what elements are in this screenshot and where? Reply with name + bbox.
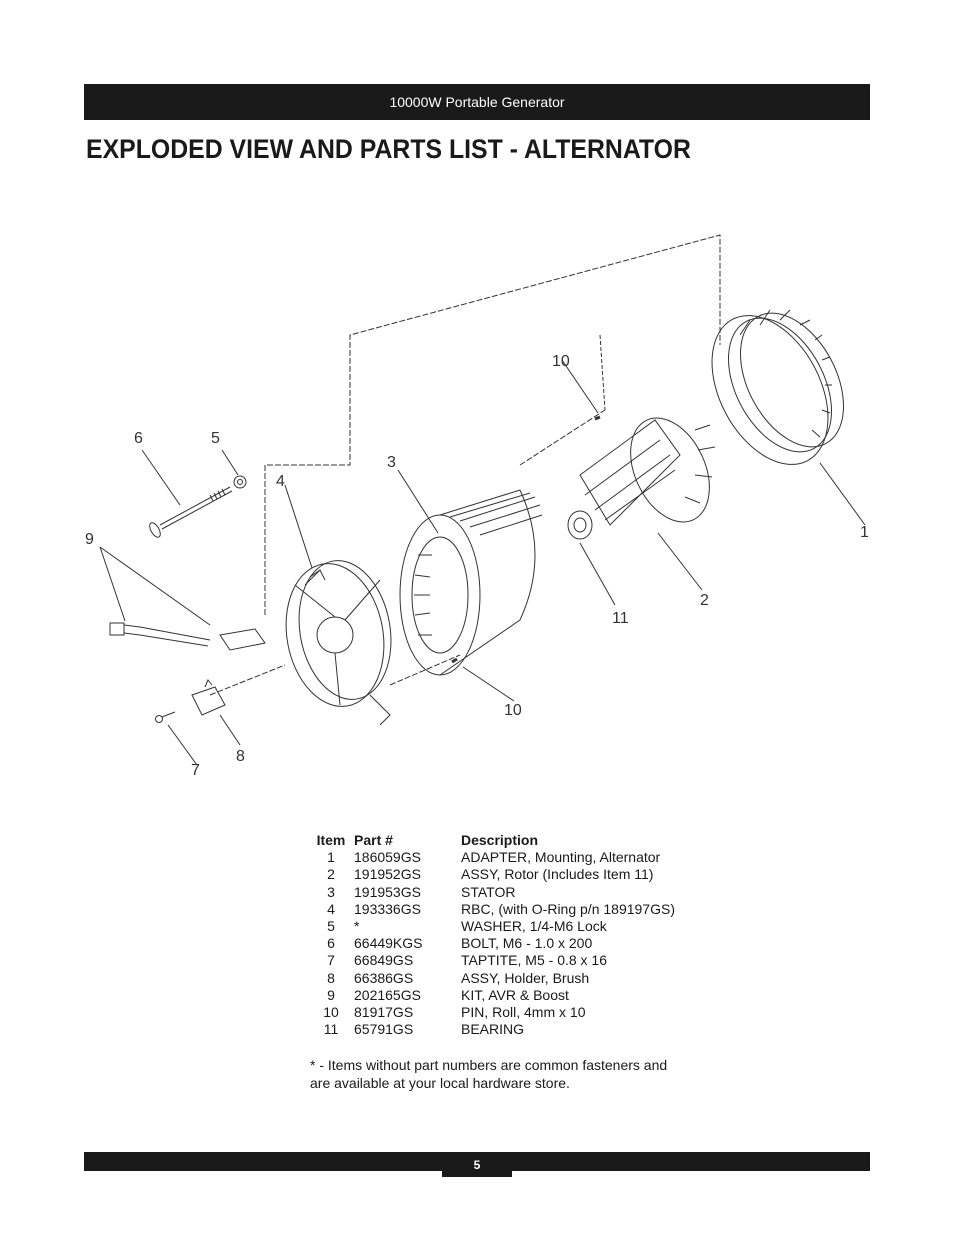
header-part: Part #: [354, 832, 393, 848]
callout-4: 4: [276, 473, 285, 490]
callout-7: 7: [191, 762, 200, 779]
fastener-note: * - Items without part numbers are common fasteners and are available at your local hardware store.: [310, 1057, 668, 1091]
description-cell: RBC, (with O-Ring p/n 189197GS): [461, 900, 675, 917]
item-cell: 7: [327, 952, 335, 969]
item-cell: 2: [327, 866, 335, 883]
header-bar: [84, 84, 870, 120]
callout-2: 2: [700, 592, 709, 609]
rotor-part: [568, 405, 725, 539]
callout-9: 9: [85, 531, 94, 548]
assembly-line: [265, 235, 720, 615]
table-row: [310, 866, 675, 883]
description-cell: ASSY, Rotor (Includes Item 11): [461, 866, 654, 883]
item-cell: 11: [323, 1021, 339, 1038]
callout-10a: 10: [552, 353, 570, 370]
avr-kit-part: [110, 623, 265, 650]
callout-11: 11: [612, 610, 629, 627]
header-description: Description: [461, 832, 539, 848]
item-cell: 10: [323, 1004, 339, 1021]
item-cell: 9: [327, 986, 335, 1003]
description-cell: STATOR: [461, 883, 516, 900]
part-cell: 191952GS: [354, 866, 421, 883]
table-row: [310, 970, 675, 987]
part-cell: *: [354, 918, 360, 935]
rbc-part: [275, 553, 401, 725]
table-row: [310, 884, 675, 901]
description-cell: BOLT, M6 - 1.0 x 200: [461, 935, 593, 952]
header-title: 10000W Portable Generator: [389, 94, 565, 110]
item-cell: 4: [327, 900, 335, 917]
description-cell: BEARING: [461, 1021, 525, 1038]
page-title: EXPLODED VIEW AND PARTS LIST - ALTERNATOR: [86, 134, 691, 164]
part-cell: 66449KGS: [354, 935, 423, 952]
callout-10b: 10: [504, 702, 522, 719]
stator-part: [400, 490, 542, 675]
page-number: 5: [442, 1152, 512, 1177]
adapter-part: [688, 296, 864, 484]
table-row: [310, 935, 675, 952]
item-cell: 5: [327, 918, 335, 935]
part-cell: 66386GS: [354, 969, 414, 986]
part-cell: 202165GS: [354, 986, 421, 1003]
description-cell: TAPTITE, M5 - 0.8 x 16: [461, 952, 608, 969]
callout-6: 6: [134, 430, 143, 447]
item-cell: 1: [327, 849, 335, 866]
callout-5: 5: [211, 430, 220, 447]
description-cell: ASSY, Holder, Brush: [461, 969, 590, 986]
roll-pin-upper: [595, 417, 600, 419]
table-row: [310, 1004, 675, 1021]
item-cell: 6: [327, 935, 335, 952]
part-cell: 186059GS: [354, 849, 421, 866]
table-row: [310, 1021, 675, 1038]
brush-holder-part: [192, 680, 225, 715]
part-cell: 191953GS: [354, 883, 421, 900]
footer-bar-left: [84, 1152, 442, 1171]
description-cell: KIT, AVR & Boost: [461, 986, 569, 1003]
callout-3: 3: [387, 454, 396, 471]
bolt-part: [148, 487, 232, 539]
part-cell: 65791GS: [354, 1021, 414, 1038]
parts-header-row: [310, 832, 675, 849]
table-row: [310, 849, 675, 866]
roll-pin-lower: [452, 659, 457, 662]
callout-1: 1: [860, 524, 869, 541]
parts-list-table: [310, 832, 675, 1038]
part-cell: 81917GS: [354, 1004, 414, 1021]
description-cell: WASHER, 1/4-M6 Lock: [461, 918, 607, 935]
item-cell: 3: [327, 883, 335, 900]
exploded-view-diagram: [80, 225, 880, 795]
description-cell: PIN, Roll, 4mm x 10: [461, 1004, 586, 1021]
table-row: [310, 901, 675, 918]
table-row: [310, 987, 675, 1004]
table-row: [310, 918, 675, 935]
item-cell: 8: [327, 969, 335, 986]
header-item: Item: [316, 832, 346, 848]
description-cell: ADAPTER, Mounting, Alternator: [461, 849, 661, 866]
part-cell: 66849GS: [354, 952, 414, 969]
table-row: [310, 952, 675, 969]
callout-8: 8: [236, 748, 245, 765]
washer-part: [234, 476, 246, 488]
footer-bar-right: [512, 1152, 870, 1171]
taptite-screw-part: [156, 712, 176, 723]
part-cell: 193336GS: [354, 900, 421, 917]
